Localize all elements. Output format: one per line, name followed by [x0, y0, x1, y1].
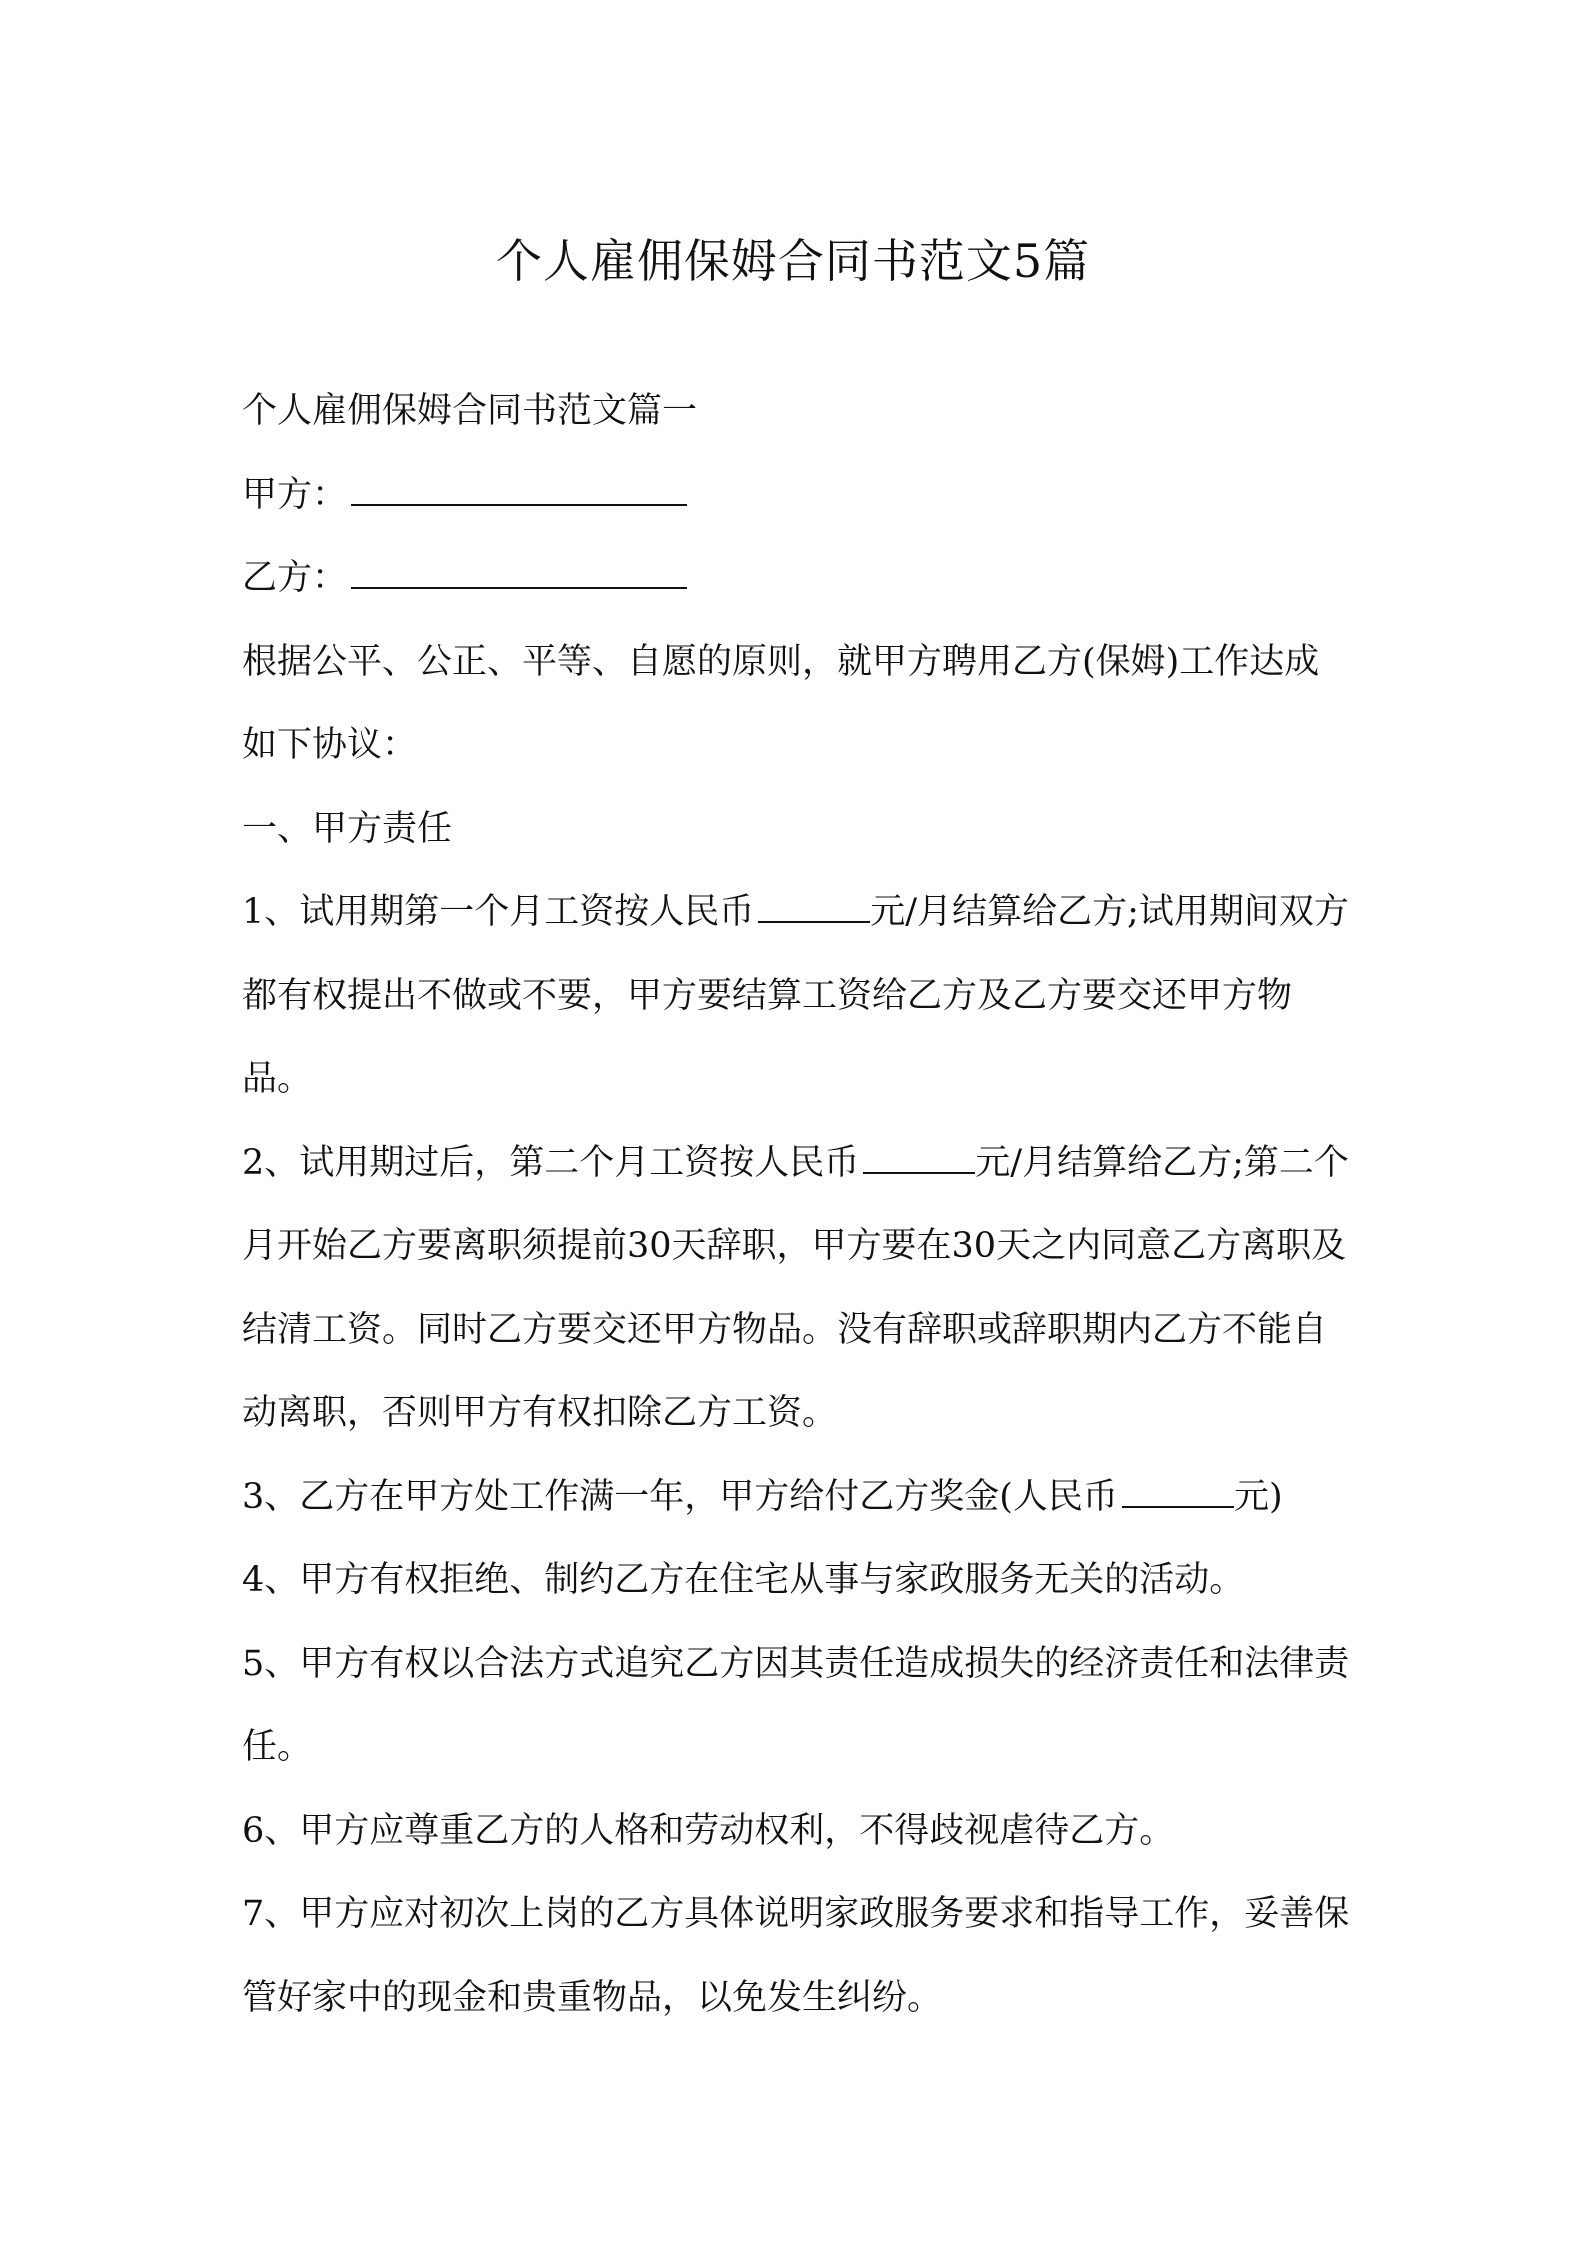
clause-2-before: 2、试用期过后，第二个月工资按人民币: [242, 1142, 860, 1183]
clause-2: [242, 1122, 1354, 1456]
party-b-label: 乙方：: [242, 558, 348, 598]
clause-3-after: 元): [1233, 1476, 1283, 1517]
intro-paragraph: 根据公平、公正、平等、自愿的原则，就甲方聘用乙方(保姆)工作达成如下协议：: [242, 641, 1320, 765]
clause-1-after: 元/月结算给乙方;试用期间双方都有权提出不做或不要，甲方要结算工资给乙方及乙方要交还甲方物品。: [242, 892, 1349, 1099]
clause-3-before: 3、乙方在甲方处工作满一年，甲方给付乙方奖金(人民币: [242, 1476, 1118, 1517]
document-title: 个人雇佣保姆合同书范文5篇: [495, 233, 1091, 288]
clause-6: 6、甲方应尊重乙方的人格和劳动权利，不得歧视虐待乙方。: [242, 1810, 1175, 1851]
party-a-line: [242, 454, 1354, 538]
party-a-label: 甲方：: [242, 474, 348, 515]
clause-7: 7、甲方应对初次上岗的乙方具体说明家政服务要求和指导工作，妥善保管好家中的现金和贵重物品，以免发生纠纷。: [242, 1894, 1350, 2018]
clause-2-after: 元/月结算给乙方;第二个月开始乙方要离职须提前30天辞职，甲方要在30天之内同意乙方离职及结清工资。同时乙方要交还甲方物品。没有辞职或辞职期内乙方不能自动离职，否则甲方有权扣除乙方工资。: [242, 1142, 1349, 1433]
clause-1: [242, 871, 1354, 1122]
party-a-blank: [351, 474, 687, 506]
clause-1-blank: [758, 891, 870, 923]
clause-5: 5、甲方有权以合法方式追究乙方因其责任造成损失的经济责任和法律责任。: [242, 1643, 1350, 1767]
party-b-line: [242, 537, 1354, 621]
clause-1-before: 1、试用期第一个月工资按人民币: [242, 892, 755, 932]
clause-2-blank: [863, 1142, 975, 1174]
party-b-blank: [351, 557, 687, 589]
clause-3: [242, 1456, 1354, 1540]
clause-4: 4、甲方有权拒绝、制约乙方在住宅从事与家政服务无关的活动。: [242, 1560, 1245, 1600]
clause-3-blank: [1122, 1476, 1234, 1508]
document-body: [242, 370, 1354, 2040]
part-one-heading: 一、甲方责任: [242, 808, 453, 849]
section-heading: 个人雇佣保姆合同书范文篇一: [242, 391, 698, 431]
